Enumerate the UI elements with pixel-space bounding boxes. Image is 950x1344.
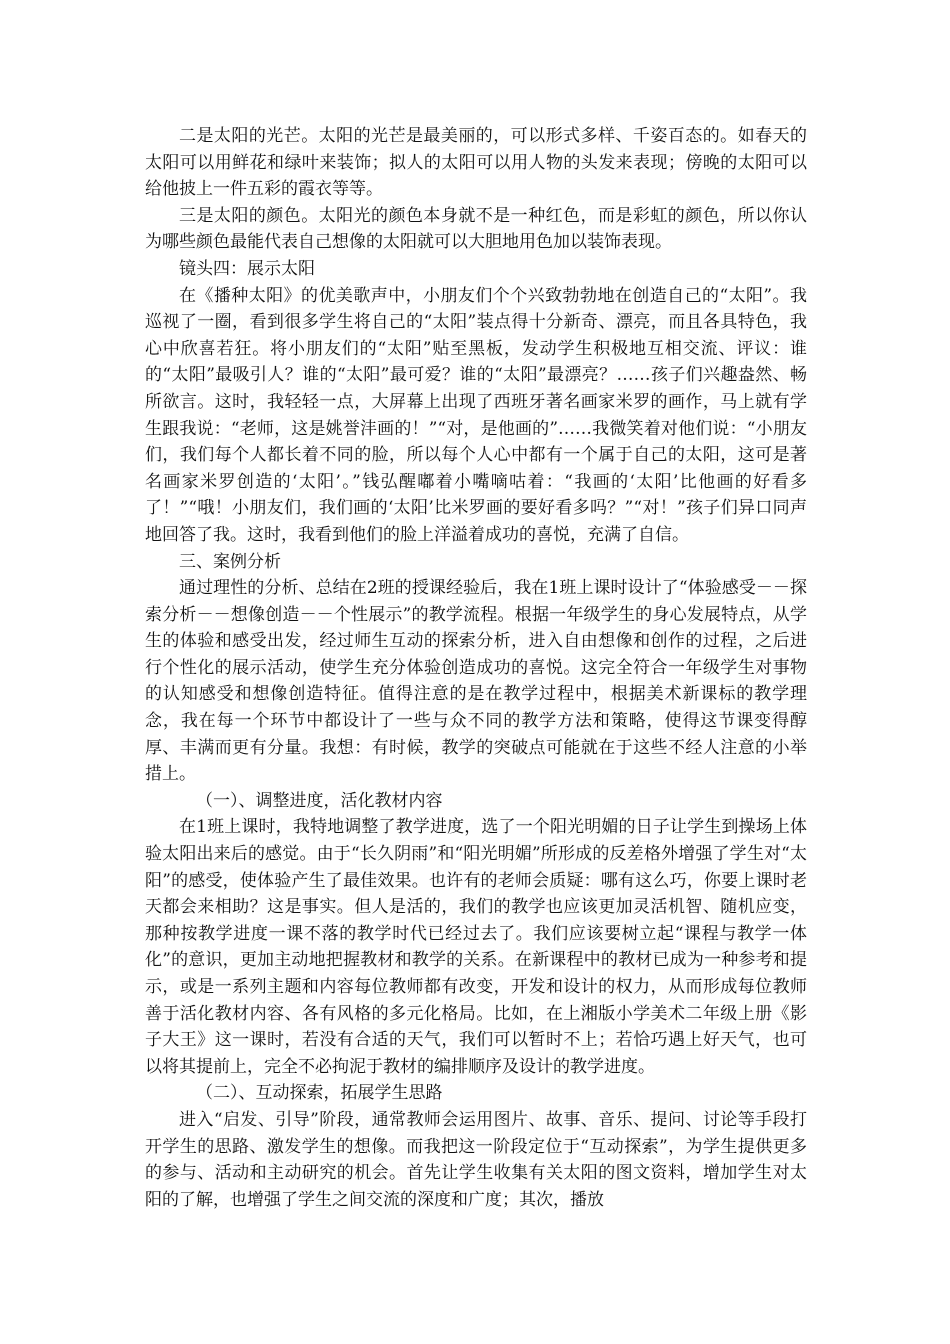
paragraph-sun-colors: 三是太阳的颜色。太阳光的颜色本身就不是一种红色，而是彩虹的颜色，所以你认为哪些颜色最能代表自己想像的太阳就可以大胆地用色加以装饰表现。 bbox=[145, 205, 807, 253]
paragraph-analysis-intro: 通过理性的分析、总结在2班的授课经验后，我在1班上课时设计了“体验感受－－探索分析－－想像创造－－个性展示”的教学流程。根据一年级学生的身心发展特点，从学生的体验和感受出发，经过师生互动的探索分析，进入自由想像和创作的过程，之后进行个性化的展示活动，使学生充分体验创造成功的喜悦。这完全符合一年级学生对事物的认知感受和想像创造特征。值得注意的是在教学过程中，根据美术新课标的教学理念，我在每一个环节中都设计了一些与众不同的教学方法和策略，使得这节课变得醇厚、丰满而更有分量。我想：有时候，教学的突破点可能就在于这些不经人注意的小举措上。 bbox=[145, 578, 807, 785]
heading-case-analysis: 三、案例分析 bbox=[179, 551, 281, 572]
paragraph-interactive-exploration: 进入“启发、引导”阶段，通常教师会运用图片、故事、音乐、提问、讨论等手段打开学生的思路、激发学生的想像。而我把这一阶段定位于“互动探索”，为学生提供更多的参与、活动和主动研究的机会。首先让学生收集有关太阳的图文资料，增加学生对太阳的了解，也增强了学生之间交流的深度和广度；其次，播放 bbox=[145, 1109, 807, 1210]
paragraph-display-sun: 在《播种太阳》的优美歌声中，小朋友们个个兴致勃勃地在创造自己的“太阳”。我巡视了一圈，看到很多学生将自己的“太阳”装点得十分新奇、漂亮，而且各具特色，我心中欣喜若狂。将小朋友们的“太阳”贴至黑板，发动学生积极地互相交流、评议：谁的“太阳”最吸引人？谁的“太阳”最可爱？谁的“太阳”最漂亮？……孩子们兴趣盎然、畅所欲言。这时，我轻轻一点，大屏幕上出现了西班牙著名画家米罗的画作，马上就有学生跟我说：“老师，这是姚誉沣画的！”“对，是他画的”……我微笑着对他们说：“小朋友们，我们每个人都长着不同的脸，所以每个人心中都有一个属于自己的太阳，这可是著名画家米罗创造的‘太阳’。”钱弘醒嘟着小嘴嘀咕着：“我画的‘太阳’比他画的好看多了！”“哦！小朋友们，我们画的‘太阳’比米罗画的要好看多吗？”“对！”孩子们异口同声地回答了我。这时，我看到他们的脸上洋溢着成功的喜悦，充满了自信。 bbox=[145, 285, 807, 545]
subheading-interactive-exploration: （二）、互动探索，拓展学生思路 bbox=[196, 1083, 443, 1104]
paragraph-adjust-progress: 在1班上课时，我特地调整了教学进度，选了一个阳光明媚的日子让学生到操场上体验太阳出来后的感觉。由于“长久阴雨”和“阳光明媚”所形成的反差格外增强了学生对“太阳”的感受，使体验产生了最佳效果。也许有的老师会质疑：哪有这么巧，你要上课时老天都会来相助？这是事实。但人是活的，我们的教学也应该更加灵活机智、随机应变，那种按教学进度一课不落的教学时代已经过去了。我们应该要树立起“课程与教学一体化”的意识，更加主动地把握教材和教学的关系。在新课程中的教材已成为一种参考和提示，或是一系列主题和内容每位教师都有改变，开发和设计的权力，从而形成每位教师善于活化教材内容、各有风格的多元化格局。比如，在上湘版小学美术二年级上册《影子大王》这一课时，若没有合适的天气，我们可以暂时不上；若恰巧遇上好天气，也可以将其提前上，完全不必拘泥于教材的编排顺序及设计的教学进度。 bbox=[145, 817, 807, 1077]
subheading-adjust-progress: （一）、调整进度，活化教材内容 bbox=[196, 790, 443, 811]
heading-shot-four: 镜头四：展示太阳 bbox=[179, 258, 315, 279]
document-page bbox=[145, 123, 807, 1213]
paragraph-sun-rays: 二是太阳的光芒。太阳的光芒是最美丽的，可以形式多样、千姿百态的。如春天的太阳可以用鲜花和绿叶来装饰；拟人的太阳可以用人物的头发来表现；傍晚的太阳可以给他披上一件五彩的霞衣等等。 bbox=[145, 126, 807, 200]
